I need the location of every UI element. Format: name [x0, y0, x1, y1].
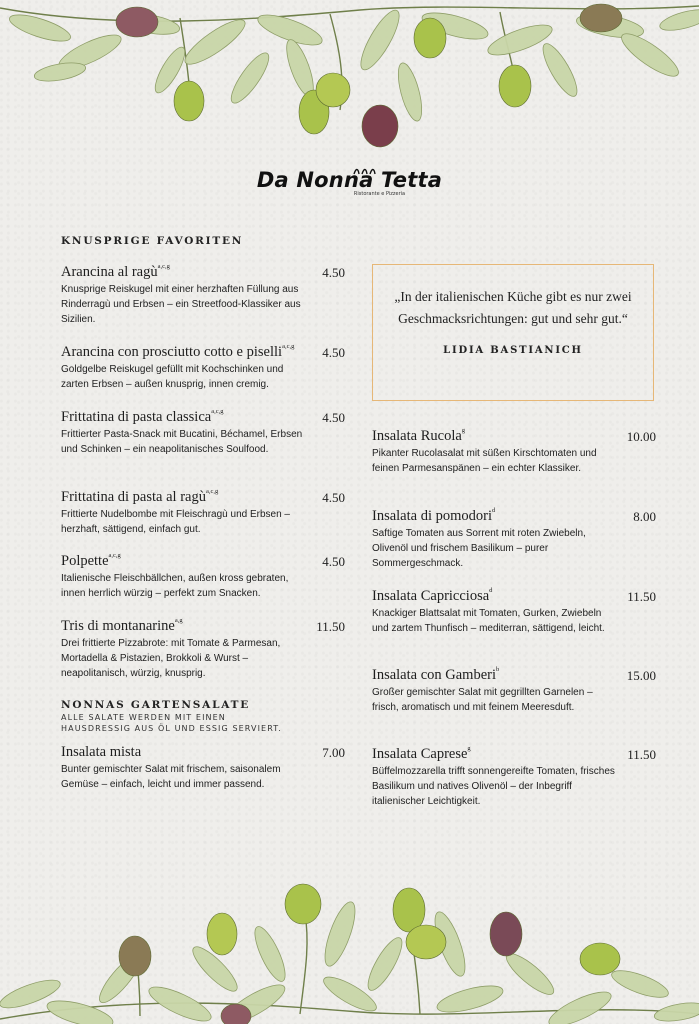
item-description: Bunter gemischter Salat mit frischem, saisonalem Gemüse – einfach, leicht und immer passend. [61, 764, 281, 790]
menu-item [61, 409, 345, 458]
quote-text: „In der italienischen Küche gibt es nur zwei Geschmacksrichtungen: gut und sehr gut.“ [394, 289, 632, 326]
item-price: 10.00 [626, 429, 656, 444]
item-price: 11.50 [316, 619, 345, 634]
restaurant-logo [0, 168, 699, 197]
item-description: Knusprige Reiskugel mit einer herzhaften Füllung aus Rinderragù und Erbsen – ein Streetfood-Klassiker aus Sizilien. [61, 284, 301, 325]
item-price: 4.50 [322, 490, 345, 505]
item-description: Knackiger Blattsalat mit Tomaten, Gurken, Zwiebeln und zartem Thunfisch – mediterran, sättigend, leicht. [372, 608, 605, 634]
item-price: 4.50 [322, 345, 345, 360]
menu-item [372, 508, 656, 571]
item-price: 11.50 [627, 589, 656, 604]
item-title: Arancina con prosciutto cotto e piselli$^{a,c,g}$ [61, 343, 295, 360]
item-title: Insalata Capricciosa$^d$ [372, 587, 493, 604]
item-price: 4.50 [322, 410, 345, 425]
olive-branch-bottom-illustration [0, 874, 699, 1024]
item-price: 4.50 [322, 265, 345, 280]
item-title: Tris di montanarine$^{a,g}$ [61, 617, 183, 634]
menu-item [372, 588, 656, 637]
item-title: Polpette$^{a,c,g}$ [61, 552, 121, 569]
quote-author: LIDIA BASTIANICH [443, 345, 583, 356]
menu-item [61, 744, 345, 793]
item-title: Insalata con Gamberi$^b$ [372, 666, 500, 683]
section-title-favoriten: KNUSPRIGE FAVORITEN [61, 235, 244, 247]
menu-item [61, 344, 345, 393]
menu-item [61, 489, 345, 538]
section-note: ALLE SALATE WERDEN MIT EINEN HAUSDRESSIG AUS ÖL UND ESSIG SERVIERT. [61, 713, 282, 733]
olive-branch-top-illustration [0, 0, 699, 150]
item-price: 11.50 [627, 747, 656, 762]
item-description: Frittierter Pasta-Snack mit Bucatini, Béchamel, Erbsen und Schinken – ein neapolitanisches Soulfood. [61, 429, 303, 455]
quote-box [372, 264, 654, 401]
item-price: 15.00 [626, 668, 656, 683]
item-description: Großer gemischter Salat mit gegrillten Garnelen – frisch, aromatisch und mit feinem Meeresduft. [372, 687, 593, 713]
item-description: Goldgelbe Reiskugel gefüllt mit Kochschinken und zarten Erbsen – außen knusprig, innen cremig. [61, 364, 284, 390]
menu-item [372, 428, 656, 477]
item-title: Frittatina di pasta classica$^{a,c,g}$ [61, 408, 224, 425]
item-description: Büffelmozzarella trifft sonnengereifte Tomaten, frisches Basilikum und natives Olivenöl – der Inbegriff italienischer Leichtigkeit. [372, 766, 615, 807]
section-title-gartensalate: NONNAS GARTENSALATE [61, 699, 251, 711]
item-title: Insalata mista [61, 744, 142, 760]
item-description: Drei frittierte Pizzabrote: mit Tomate & Parmesan, Mortadella & Pistazien, Brokkoli & Wurst – neapolitanisch, würzig, knusprig. [61, 638, 281, 679]
item-title: Frittatina di pasta al ragù$^{a,c,g}$ [61, 488, 219, 505]
logo-name: Da Nonna Tetta [256, 168, 443, 192]
item-title: Insalata Rucola$^g$ [372, 427, 466, 444]
item-price: 4.50 [322, 554, 345, 569]
logo-subtitle: Ristorante e Pizzeria [353, 191, 406, 197]
menu-item [372, 746, 656, 809]
item-description: Pikanter Rucolasalat mit süßen Kirschtomaten und feinen Parmesanspänen – ein echter Klassiker. [372, 448, 597, 474]
item-description: Frittierte Nudelbombe mit Fleischragù und Erbsen – herzhaft, sättigend, einfach gut. [61, 509, 290, 535]
item-description: Italienische Fleischbällchen, außen kross gebraten, innen herrlich würzig – perfekt zum Snacken. [61, 573, 289, 599]
menu-item [61, 264, 345, 327]
menu-item [372, 667, 656, 716]
item-title: Arancina al ragù$^{a,c,g}$ [61, 263, 170, 280]
item-title: Insalata di pomodori$^d$ [372, 507, 496, 524]
birds-icon [352, 166, 380, 176]
section-header-gartensalate [61, 699, 345, 734]
item-description: Saftige Tomaten aus Sorrent mit roten Zwiebeln, Olivenöl und frischem Basilikum – purer Sommergeschmack. [372, 528, 586, 569]
item-price: 7.00 [322, 745, 345, 760]
item-title: Insalata Caprese$^g$ [372, 745, 471, 762]
item-price: 8.00 [633, 509, 656, 524]
menu-item [61, 553, 345, 602]
menu-item [61, 618, 345, 681]
